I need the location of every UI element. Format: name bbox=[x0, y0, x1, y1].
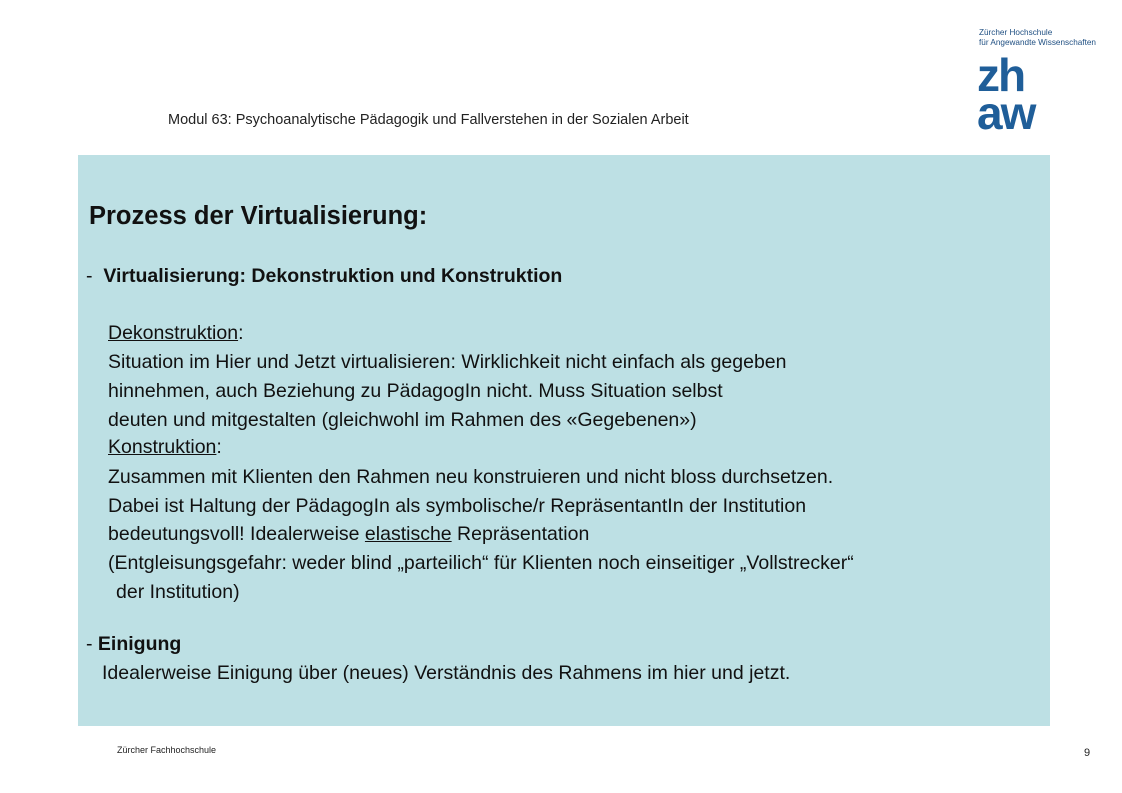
dekonstruktion-heading bbox=[108, 321, 244, 345]
dekonstruktion-line-3: deuten und mitgestalten (gleichwohl im Rahmen des «Gegebenen») bbox=[108, 409, 697, 431]
footer-institution: Zürcher Fachhochschule bbox=[117, 745, 217, 755]
dekonstruktion-colon: : bbox=[238, 322, 244, 344]
konstruktion-line-3-pre: bedeutungsvoll! Idealerweise bbox=[108, 523, 365, 545]
page-number: 9 bbox=[1084, 747, 1091, 759]
einigung-line: Idealerweise Einigung über (neues) Verständnis des Rahmens im hier und jetzt. bbox=[102, 662, 791, 684]
logo-mark-top: zh bbox=[977, 49, 1025, 101]
konstruktion-line-3 bbox=[108, 522, 589, 546]
bullet-heading-einigung: Einigung bbox=[97, 633, 182, 655]
logo-line-2: für Angewandte Wissenschaften bbox=[979, 38, 1096, 47]
bullet-einigung bbox=[86, 632, 181, 656]
elastische-word: elastische bbox=[364, 523, 452, 545]
logo-line-1: Zürcher Hochschule bbox=[979, 28, 1053, 37]
bullet-virtualisierung bbox=[86, 264, 562, 288]
logo-wordmark bbox=[979, 28, 1096, 48]
bullet-heading-virtualisierung: Virtualisierung: Dekonstruktion und Konstruktion bbox=[103, 265, 563, 287]
konstruktion-line-5: der Institution) bbox=[116, 581, 240, 603]
konstruktion-label: Konstruktion bbox=[108, 436, 217, 458]
content-box bbox=[78, 155, 1050, 726]
slide-title: Prozess der Virtualisierung: bbox=[89, 202, 428, 230]
konstruktion-line-4: (Entgleisungsgefahr: weder blind „parteilich“ für Klienten noch einseitiger „Vollstrecker“ bbox=[108, 552, 854, 574]
bullet-dash-2: - bbox=[86, 633, 93, 655]
konstruktion-line-2: Dabei ist Haltung der PädagogIn als symbolische/r RepräsentantIn der Institution bbox=[108, 495, 807, 517]
logo-mark bbox=[977, 49, 1057, 139]
header-subtitle: Modul 63: Psychoanalytische Pädagogik und Fallverstehen in der Sozialen Arbeit bbox=[168, 112, 689, 128]
konstruktion-colon: : bbox=[216, 436, 222, 458]
konstruktion-heading bbox=[108, 435, 222, 459]
logo-mark-bottom: aw bbox=[977, 87, 1035, 139]
dekonstruktion-label: Dekonstruktion bbox=[108, 322, 239, 344]
konstruktion-line-3-post: Repräsentation bbox=[451, 523, 590, 545]
konstruktion-line-1: Zusammen mit Klienten den Rahmen neu konstruieren und nicht bloss durchsetzen. bbox=[108, 466, 834, 488]
dekonstruktion-line-1: Situation im Hier und Jetzt virtualisieren: Wirklichkeit nicht einfach als gegeben bbox=[108, 351, 787, 373]
dekonstruktion-line-2: hinnehmen, auch Beziehung zu PädagogIn nicht. Muss Situation selbst bbox=[108, 380, 723, 402]
bullet-dash: - bbox=[86, 265, 93, 287]
